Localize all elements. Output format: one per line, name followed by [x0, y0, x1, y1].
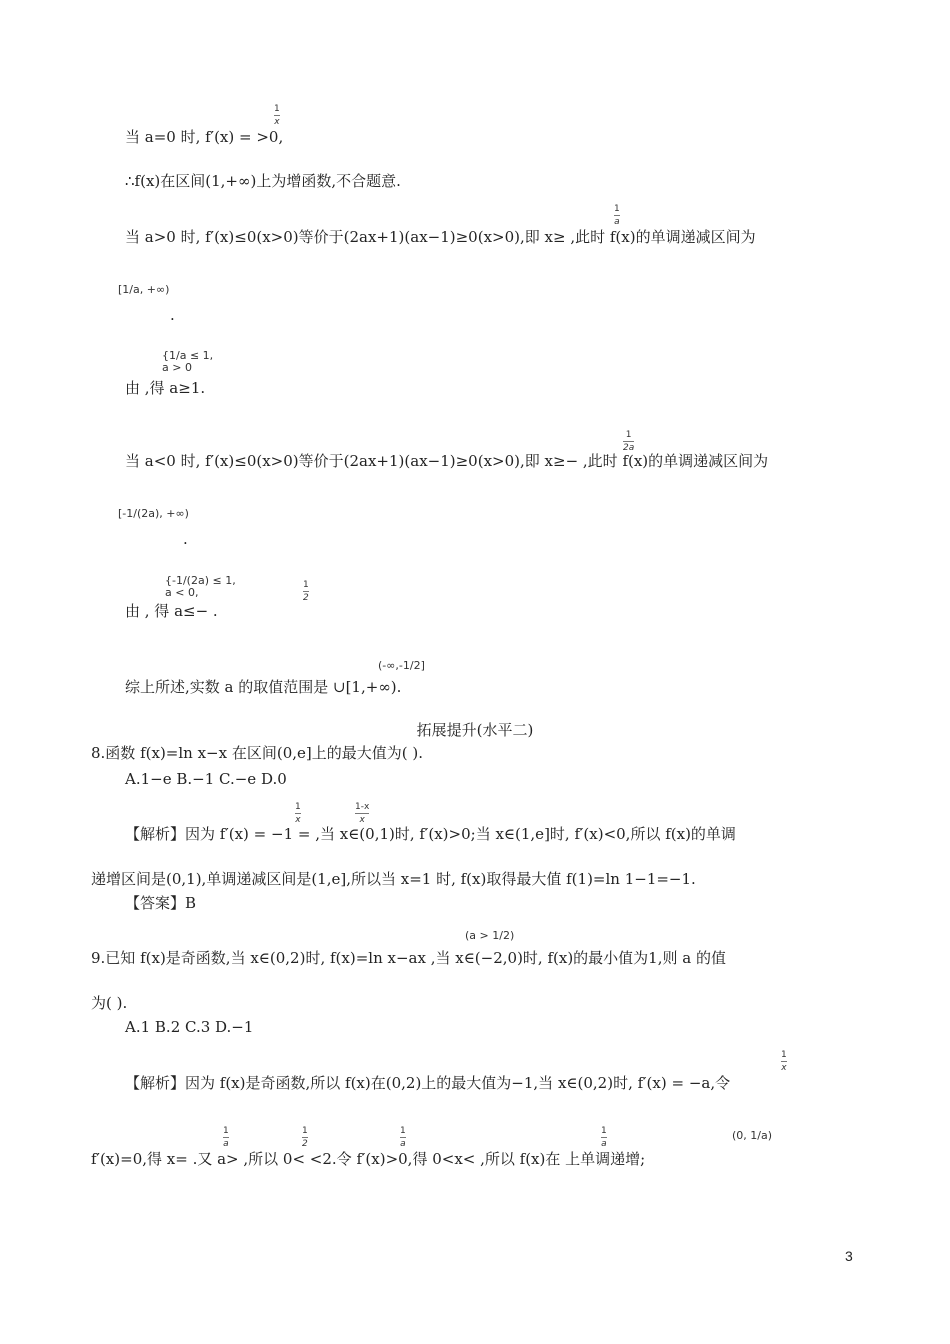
text-line-a-zero: 当 a=0 时, f′(x) = >0, [125, 128, 284, 146]
section-title: 拓展提升(水平二) [416, 721, 534, 739]
condition-a-gt-half: (a > 1/2) [465, 929, 515, 942]
fraction-1-over-a: 1 a [614, 204, 620, 227]
question-8-stem: 8.函数 f(x)=ln x−x 在区间(0,e]上的最大值为( ). [91, 744, 423, 762]
text-line-solve-2: 由 , 得 a≤− . [125, 602, 218, 620]
fraction-1-over-x: 1 x [274, 104, 280, 127]
text-line-solve-1: 由 ,得 a≥1. [125, 379, 206, 397]
system-of-inequalities-1: {1/a ≤ 1, a > 0 [162, 349, 214, 374]
question-8-analysis-2: 递增区间是(0,1),单调递减区间是(1,e],所以当 x=1 时, f(x)取得最大值 f(1)=ln 1−1=−1. [91, 870, 696, 888]
text-line-increasing: ∴f(x)在区间(1,+∞)上为增函数,不合题意. [125, 172, 401, 190]
interval-neg-one-over-2a: [-1/(2a), +∞) [118, 507, 189, 520]
fraction-1-over-2-2: 1 2 [302, 1126, 308, 1149]
interval-zero-to-one-over-a: (0, 1/a) [732, 1129, 773, 1142]
question-9-analysis-2: f′(x)=0,得 x= .又 a> ,所以 0< <2.令 f′(x)>0,得 0<x< ,所以 f(x)在 上单调递增; [91, 1150, 646, 1168]
text-line-conclusion: 综上所述,实数 a 的取值范围是 ∪[1,+∞). [125, 678, 402, 696]
fraction-1-over-a-2: 1 a [223, 1126, 229, 1149]
fraction-1-over-a-3: 1 a [400, 1126, 406, 1149]
question-9-stem-2: 为( ). [91, 994, 128, 1012]
system-of-inequalities-2: {-1/(2a) ≤ 1, a < 0, [165, 574, 236, 599]
question-9-analysis-1: 【解析】因为 f(x)是奇函数,所以 f(x)在(0,2)上的最大值为−1,当 x∈(0,2)时, f′(x) = −a,令 [125, 1074, 731, 1092]
fraction-1-over-2a: 1 2a [623, 430, 635, 453]
interval-one-over-a: [1/a, +∞) [118, 283, 170, 296]
fraction-1-over-x-3: 1 x [781, 1050, 787, 1073]
question-8-answer: 【答案】B [125, 894, 197, 912]
text-line-a-positive: 当 a>0 时, f′(x)≤0(x>0)等价于(2ax+1)(ax−1)≥0(x>0),即 x≥ ,此时 f(x)的单调递减区间为 [125, 228, 756, 246]
question-9-options: A.1 B.2 C.3 D.−1 [125, 1018, 254, 1036]
page-number: 3 [845, 1248, 853, 1264]
text-line-a-negative: 当 a<0 时, f′(x)≤0(x>0)等价于(2ax+1)(ax−1)≥0(x>0),即 x≥− ,此时 f(x)的单调递减区间为 [125, 452, 769, 470]
fraction-1-over-2: 1 2 [303, 580, 309, 603]
text-period-1: . [170, 306, 175, 324]
question-8-analysis-1: 【解析】因为 f′(x) = −1 = ,当 x∈(0,1)时, f′(x)>0;当 x∈(1,e]时, f′(x)<0,所以 f(x)的单调 [125, 825, 736, 843]
question-9-stem: 9.已知 f(x)是奇函数,当 x∈(0,2)时, f(x)=ln x−ax ,当 x∈(−2,0)时, f(x)的最小值为1,则 a 的值 [91, 949, 726, 967]
interval-range: (-∞,-1/2] [378, 659, 425, 672]
fraction-1-over-x-2: 1 x [295, 802, 301, 825]
fraction-1-minus-x-over-x: 1-x x [355, 802, 370, 825]
fraction-1-over-a-4: 1 a [601, 1126, 607, 1149]
question-8-options: A.1−e B.−1 C.−e D.0 [125, 770, 287, 788]
text-period-2: . [183, 530, 188, 548]
